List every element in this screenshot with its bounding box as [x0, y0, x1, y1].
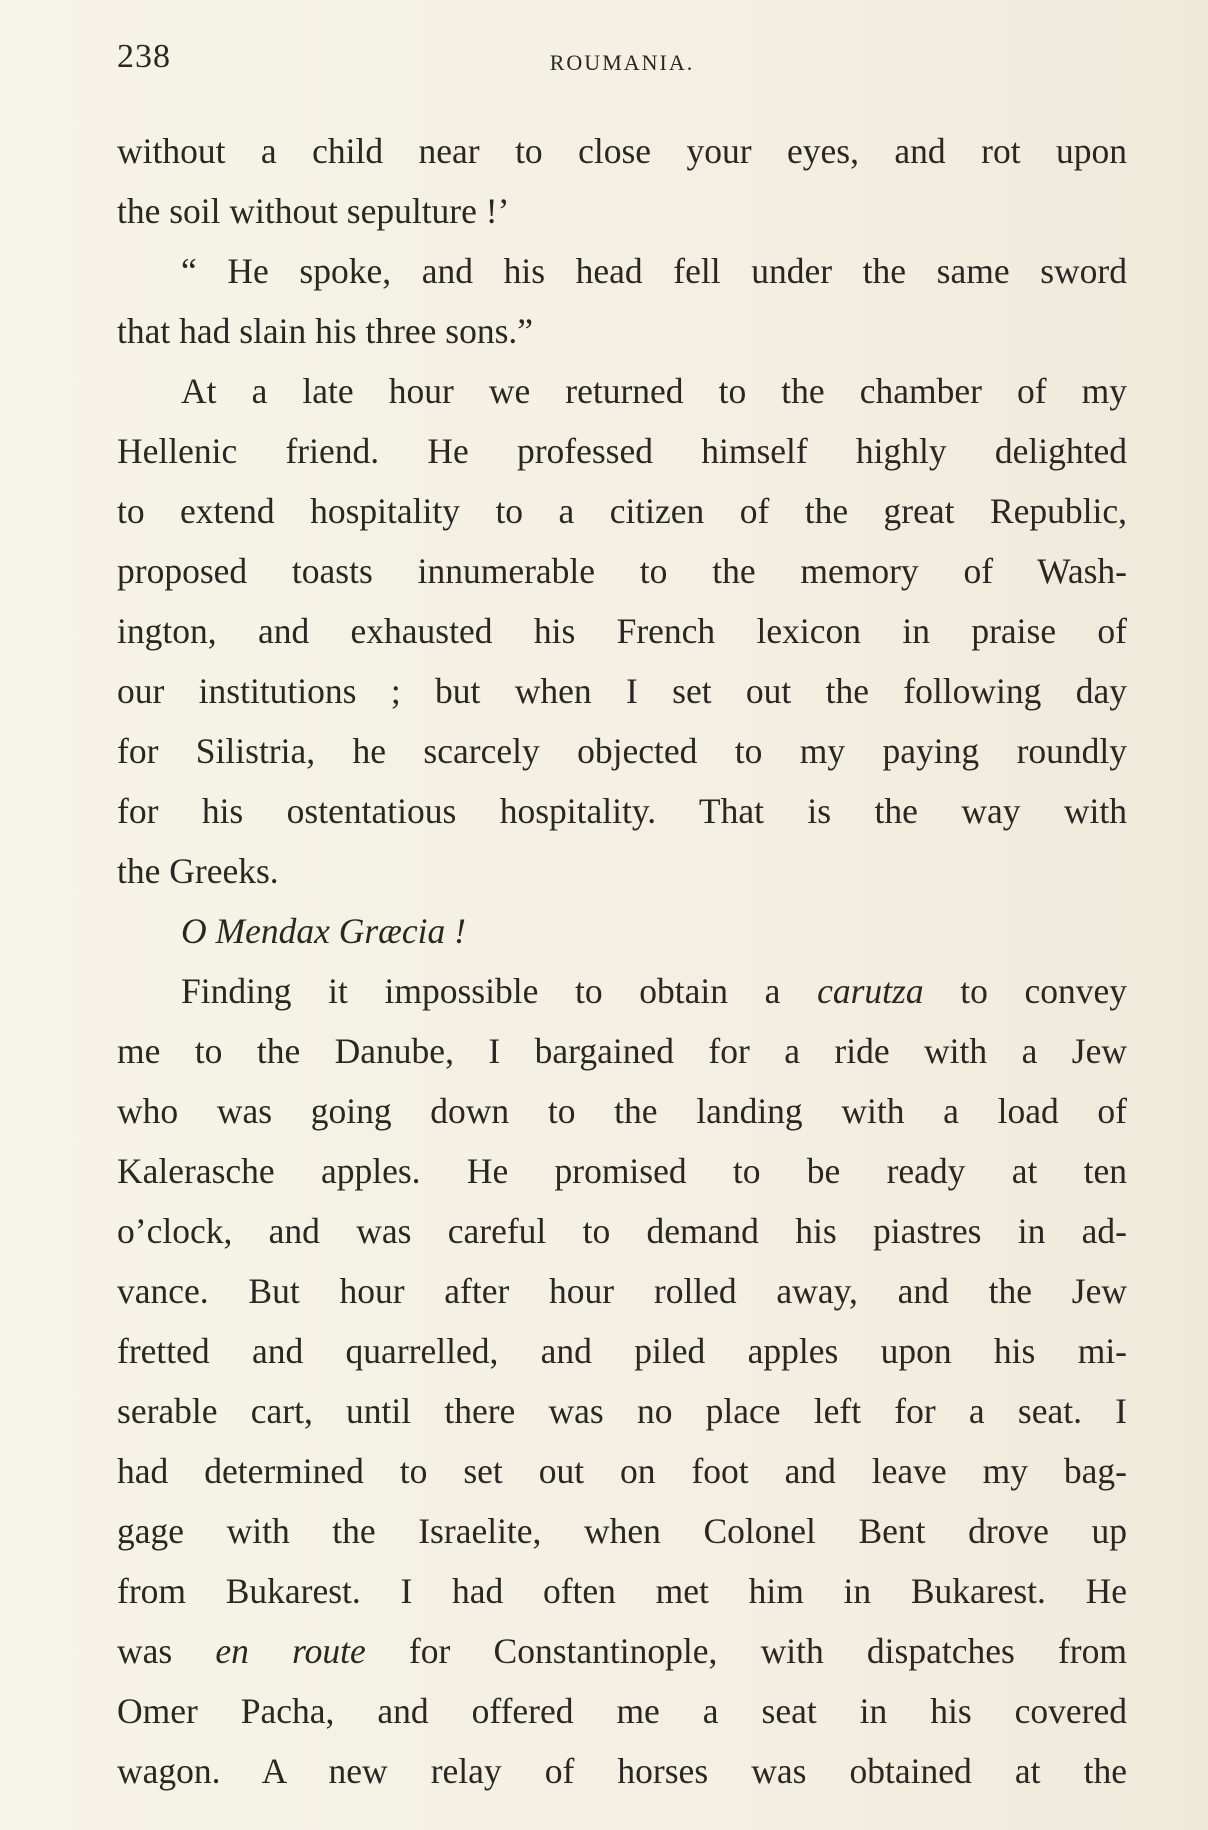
- italic-word: en route: [215, 1631, 366, 1671]
- text-line: our institutions ; but when I set out the following day: [117, 671, 1127, 711]
- text-line: ington, and exhausted his French lexicon in praise of: [117, 611, 1127, 651]
- text-line: fretted and quarrelled, and piled apples upon his mi-: [117, 1331, 1127, 1371]
- body-text: [117, 121, 1127, 1801]
- text-segment: Finding it impossible to obtain a: [181, 971, 818, 1011]
- text-line: for Silistria, he scarcely objected to my paying roundly: [117, 731, 1127, 771]
- text-line: who was going down to the landing with a load of: [117, 1091, 1127, 1131]
- italic-word: carutza: [817, 971, 924, 1011]
- text-line: had determined to set out on foot and leave my bag-: [117, 1451, 1127, 1491]
- text-line: the soil without sepulture !’: [117, 191, 510, 231]
- text-line: that had slain his three sons.”: [117, 311, 534, 351]
- latin-motto: O Mendax Græcia !: [181, 911, 466, 951]
- text-line: from Bukarest. I had often met him in Bukarest. He: [117, 1571, 1127, 1611]
- text-line: Omer Pacha, and offered me a seat in his covered: [117, 1691, 1127, 1731]
- text-line: to extend hospitality to a citizen of the great Republic,: [117, 491, 1127, 531]
- text-segment: to convey: [923, 971, 1127, 1011]
- text-segment: for Constantinople, with dispatches from: [365, 1631, 1127, 1671]
- text-line: [117, 1621, 1127, 1681]
- text-line: the Greeks.: [117, 851, 279, 891]
- text-segment: was: [117, 1631, 216, 1671]
- running-head: ROUMANIA.: [549, 50, 695, 75]
- page-header: [117, 38, 1127, 88]
- text-line: for his ostentatious hospitality. That is the way with: [117, 791, 1127, 831]
- text-line: without a child near to close your eyes, and rot upon: [117, 131, 1127, 171]
- text-line: serable cart, until there was no place left for a seat. I: [117, 1391, 1127, 1431]
- text-line: [117, 961, 1127, 1021]
- text-line: “ He spoke, and his head fell under the same sword: [181, 251, 1127, 291]
- text-line: At a late hour we returned to the chamber of my: [181, 371, 1127, 411]
- text-line: Kalerasche apples. He promised to be ready at ten: [117, 1151, 1127, 1191]
- text-line: proposed toasts innumerable to the memory of Wash-: [117, 551, 1127, 591]
- text-line: o’clock, and was careful to demand his piastres in ad-: [117, 1211, 1127, 1251]
- text-line: me to the Danube, I bargained for a ride with a Jew: [117, 1031, 1127, 1071]
- text-line: wagon. A new relay of horses was obtained at the: [117, 1751, 1127, 1791]
- text-line: gage with the Israelite, when Colonel Bent drove up: [117, 1511, 1127, 1551]
- text-line: Hellenic friend. He professed himself highly delighted: [117, 431, 1127, 471]
- text-line: vance. But hour after hour rolled away, and the Jew: [117, 1271, 1127, 1311]
- page-number: 238: [117, 38, 171, 75]
